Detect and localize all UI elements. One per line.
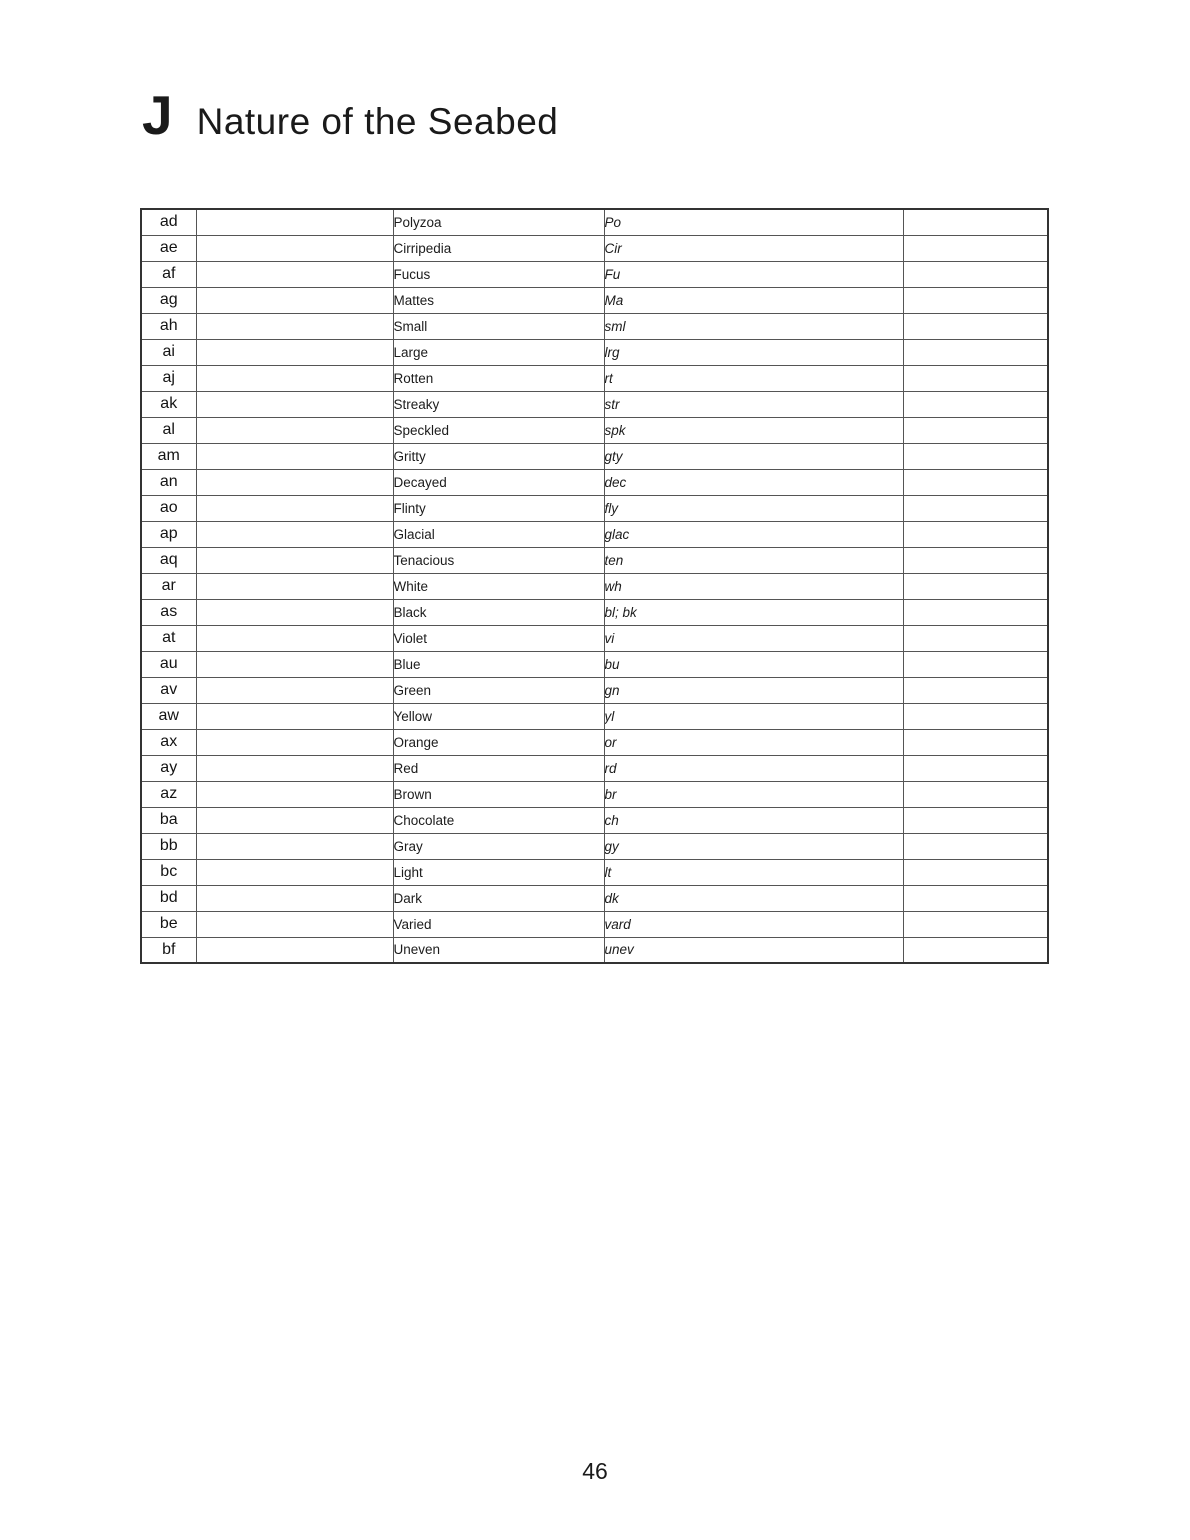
row-code-cell: az bbox=[141, 781, 196, 807]
row-term-cell: Gritty bbox=[393, 443, 604, 469]
row-term-cell: Yellow bbox=[393, 703, 604, 729]
row-notes-cell bbox=[903, 443, 1048, 469]
row-code-cell: ba bbox=[141, 807, 196, 833]
row-code-cell: ao bbox=[141, 495, 196, 521]
seabed-table bbox=[140, 208, 1049, 964]
row-symbol-cell bbox=[196, 313, 393, 339]
row-abbreviation-cell: dk bbox=[604, 885, 903, 911]
row-abbreviation-cell: fly bbox=[604, 495, 903, 521]
table-row bbox=[141, 313, 1048, 339]
row-term-cell: Mattes bbox=[393, 287, 604, 313]
table-row bbox=[141, 261, 1048, 287]
table-row bbox=[141, 209, 1048, 235]
row-term-cell: Tenacious bbox=[393, 547, 604, 573]
row-code-cell: bf bbox=[141, 937, 196, 963]
table-row bbox=[141, 729, 1048, 755]
row-notes-cell bbox=[903, 547, 1048, 573]
table-row bbox=[141, 781, 1048, 807]
table-row bbox=[141, 807, 1048, 833]
row-symbol-cell bbox=[196, 729, 393, 755]
row-term-cell: Dark bbox=[393, 885, 604, 911]
table-row bbox=[141, 391, 1048, 417]
row-code-cell: ay bbox=[141, 755, 196, 781]
row-code-cell: ai bbox=[141, 339, 196, 365]
row-notes-cell bbox=[903, 261, 1048, 287]
row-code-cell: av bbox=[141, 677, 196, 703]
row-term-cell: Fucus bbox=[393, 261, 604, 287]
row-term-cell: Speckled bbox=[393, 417, 604, 443]
row-symbol-cell bbox=[196, 833, 393, 859]
table-row bbox=[141, 469, 1048, 495]
row-term-cell: Green bbox=[393, 677, 604, 703]
row-abbreviation-cell: bl; bk bbox=[604, 599, 903, 625]
row-code-cell: an bbox=[141, 469, 196, 495]
row-abbreviation-cell: gy bbox=[604, 833, 903, 859]
table-row bbox=[141, 937, 1048, 963]
row-term-cell: Red bbox=[393, 755, 604, 781]
row-abbreviation-cell: or bbox=[604, 729, 903, 755]
row-code-cell: ag bbox=[141, 287, 196, 313]
row-term-cell: Large bbox=[393, 339, 604, 365]
row-term-cell: Brown bbox=[393, 781, 604, 807]
row-notes-cell bbox=[903, 703, 1048, 729]
row-notes-cell bbox=[903, 417, 1048, 443]
row-abbreviation-cell: gn bbox=[604, 677, 903, 703]
row-symbol-cell bbox=[196, 937, 393, 963]
row-symbol-cell bbox=[196, 911, 393, 937]
row-code-cell: bc bbox=[141, 859, 196, 885]
row-code-cell: ah bbox=[141, 313, 196, 339]
row-abbreviation-cell: spk bbox=[604, 417, 903, 443]
table-row bbox=[141, 755, 1048, 781]
row-symbol-cell bbox=[196, 495, 393, 521]
row-term-cell: Polyzoa bbox=[393, 209, 604, 235]
row-term-cell: Blue bbox=[393, 651, 604, 677]
row-code-cell: aj bbox=[141, 365, 196, 391]
row-abbreviation-cell: lt bbox=[604, 859, 903, 885]
row-abbreviation-cell: Ma bbox=[604, 287, 903, 313]
row-symbol-cell bbox=[196, 599, 393, 625]
row-symbol-cell bbox=[196, 807, 393, 833]
row-code-cell: at bbox=[141, 625, 196, 651]
row-code-cell: aw bbox=[141, 703, 196, 729]
row-abbreviation-cell: lrg bbox=[604, 339, 903, 365]
row-notes-cell bbox=[903, 521, 1048, 547]
row-notes-cell bbox=[903, 651, 1048, 677]
row-abbreviation-cell: dec bbox=[604, 469, 903, 495]
row-notes-cell bbox=[903, 859, 1048, 885]
row-code-cell: aq bbox=[141, 547, 196, 573]
row-symbol-cell bbox=[196, 703, 393, 729]
row-notes-cell bbox=[903, 313, 1048, 339]
page-title: Nature of the Seabed bbox=[196, 101, 559, 142]
row-notes-cell bbox=[903, 677, 1048, 703]
row-code-cell: bb bbox=[141, 833, 196, 859]
table-row bbox=[141, 521, 1048, 547]
row-notes-cell bbox=[903, 469, 1048, 495]
seabed-table-body bbox=[141, 209, 1048, 963]
section-letter: J bbox=[142, 84, 173, 146]
row-abbreviation-cell: wh bbox=[604, 573, 903, 599]
row-notes-cell bbox=[903, 625, 1048, 651]
row-symbol-cell bbox=[196, 235, 393, 261]
row-abbreviation-cell: rt bbox=[604, 365, 903, 391]
row-abbreviation-cell: Fu bbox=[604, 261, 903, 287]
row-term-cell: Violet bbox=[393, 625, 604, 651]
row-code-cell: al bbox=[141, 417, 196, 443]
row-symbol-cell bbox=[196, 521, 393, 547]
row-symbol-cell bbox=[196, 339, 393, 365]
table-row bbox=[141, 339, 1048, 365]
row-symbol-cell bbox=[196, 859, 393, 885]
row-abbreviation-cell: glac bbox=[604, 521, 903, 547]
row-symbol-cell bbox=[196, 469, 393, 495]
row-abbreviation-cell: gty bbox=[604, 443, 903, 469]
row-notes-cell bbox=[903, 729, 1048, 755]
row-notes-cell bbox=[903, 495, 1048, 521]
page-header bbox=[142, 84, 559, 146]
row-symbol-cell bbox=[196, 677, 393, 703]
row-abbreviation-cell: vard bbox=[604, 911, 903, 937]
table-row bbox=[141, 651, 1048, 677]
row-code-cell: ad bbox=[141, 209, 196, 235]
table-row bbox=[141, 911, 1048, 937]
row-notes-cell bbox=[903, 235, 1048, 261]
row-abbreviation-cell: str bbox=[604, 391, 903, 417]
row-symbol-cell bbox=[196, 885, 393, 911]
table-row bbox=[141, 287, 1048, 313]
row-notes-cell bbox=[903, 885, 1048, 911]
row-term-cell: Chocolate bbox=[393, 807, 604, 833]
row-notes-cell bbox=[903, 833, 1048, 859]
row-abbreviation-cell: sml bbox=[604, 313, 903, 339]
row-symbol-cell bbox=[196, 781, 393, 807]
row-symbol-cell bbox=[196, 391, 393, 417]
table-row bbox=[141, 885, 1048, 911]
row-notes-cell bbox=[903, 339, 1048, 365]
row-abbreviation-cell: ch bbox=[604, 807, 903, 833]
row-term-cell: Varied bbox=[393, 911, 604, 937]
table-row bbox=[141, 235, 1048, 261]
row-code-cell: bd bbox=[141, 885, 196, 911]
row-abbreviation-cell: bu bbox=[604, 651, 903, 677]
row-code-cell: au bbox=[141, 651, 196, 677]
row-term-cell: Light bbox=[393, 859, 604, 885]
row-term-cell: Cirripedia bbox=[393, 235, 604, 261]
table-row bbox=[141, 625, 1048, 651]
row-notes-cell bbox=[903, 573, 1048, 599]
row-code-cell: be bbox=[141, 911, 196, 937]
row-code-cell: ae bbox=[141, 235, 196, 261]
row-symbol-cell bbox=[196, 287, 393, 313]
row-code-cell: ak bbox=[141, 391, 196, 417]
row-symbol-cell bbox=[196, 417, 393, 443]
row-code-cell: am bbox=[141, 443, 196, 469]
row-term-cell: White bbox=[393, 573, 604, 599]
row-term-cell: Black bbox=[393, 599, 604, 625]
row-notes-cell bbox=[903, 365, 1048, 391]
table-row bbox=[141, 417, 1048, 443]
row-symbol-cell bbox=[196, 209, 393, 235]
table-row bbox=[141, 573, 1048, 599]
row-abbreviation-cell: Cir bbox=[604, 235, 903, 261]
row-notes-cell bbox=[903, 781, 1048, 807]
row-code-cell: as bbox=[141, 599, 196, 625]
row-term-cell: Rotten bbox=[393, 365, 604, 391]
row-symbol-cell bbox=[196, 755, 393, 781]
row-notes-cell bbox=[903, 209, 1048, 235]
row-abbreviation-cell: vi bbox=[604, 625, 903, 651]
row-symbol-cell bbox=[196, 625, 393, 651]
table-row bbox=[141, 365, 1048, 391]
row-code-cell: ar bbox=[141, 573, 196, 599]
table-row bbox=[141, 677, 1048, 703]
row-abbreviation-cell: yl bbox=[604, 703, 903, 729]
row-symbol-cell bbox=[196, 547, 393, 573]
row-notes-cell bbox=[903, 287, 1048, 313]
row-symbol-cell bbox=[196, 443, 393, 469]
row-term-cell: Decayed bbox=[393, 469, 604, 495]
row-code-cell: ap bbox=[141, 521, 196, 547]
table-row bbox=[141, 599, 1048, 625]
row-code-cell: af bbox=[141, 261, 196, 287]
page-number: 46 bbox=[582, 1458, 608, 1484]
row-notes-cell bbox=[903, 599, 1048, 625]
row-term-cell: Uneven bbox=[393, 937, 604, 963]
row-abbreviation-cell: br bbox=[604, 781, 903, 807]
row-term-cell: Flinty bbox=[393, 495, 604, 521]
row-term-cell: Streaky bbox=[393, 391, 604, 417]
row-term-cell: Small bbox=[393, 313, 604, 339]
row-notes-cell bbox=[903, 755, 1048, 781]
table-row bbox=[141, 495, 1048, 521]
row-abbreviation-cell: Po bbox=[604, 209, 903, 235]
row-symbol-cell bbox=[196, 261, 393, 287]
row-symbol-cell bbox=[196, 365, 393, 391]
row-notes-cell bbox=[903, 807, 1048, 833]
row-term-cell: Glacial bbox=[393, 521, 604, 547]
row-term-cell: Orange bbox=[393, 729, 604, 755]
row-symbol-cell bbox=[196, 651, 393, 677]
row-code-cell: ax bbox=[141, 729, 196, 755]
table-row bbox=[141, 703, 1048, 729]
row-notes-cell bbox=[903, 937, 1048, 963]
table-row bbox=[141, 859, 1048, 885]
row-abbreviation-cell: rd bbox=[604, 755, 903, 781]
table-row bbox=[141, 443, 1048, 469]
row-abbreviation-cell: ten bbox=[604, 547, 903, 573]
row-symbol-cell bbox=[196, 573, 393, 599]
table-row bbox=[141, 547, 1048, 573]
row-term-cell: Gray bbox=[393, 833, 604, 859]
row-notes-cell bbox=[903, 911, 1048, 937]
table-row bbox=[141, 833, 1048, 859]
row-abbreviation-cell: unev bbox=[604, 937, 903, 963]
row-notes-cell bbox=[903, 391, 1048, 417]
